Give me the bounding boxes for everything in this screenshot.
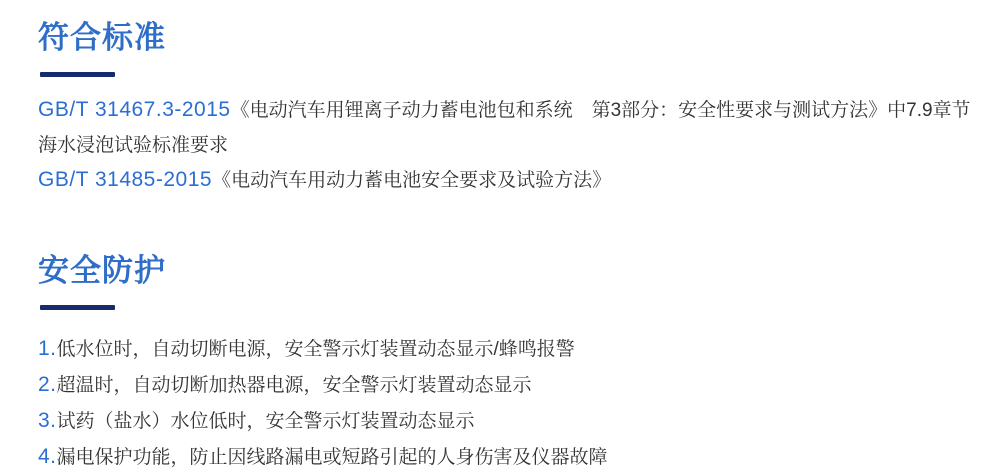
section-safety (38, 253, 955, 475)
item-number: 4. (38, 445, 57, 468)
safety-list-item (38, 439, 955, 475)
item-number: 3. (38, 409, 57, 432)
safety-heading-underline (40, 305, 115, 310)
standards-heading-underline (40, 72, 115, 77)
section-standards (38, 20, 971, 198)
standard-text: 海水浸泡试验标准要求 (38, 135, 229, 156)
item-number: 2. (38, 373, 57, 396)
safety-list-item (38, 403, 955, 439)
standard-code: GB/T 31467.3-2015 (38, 98, 231, 121)
standard-line (38, 93, 971, 128)
standard-code: GB/T 31485-2015 (38, 168, 213, 191)
standard-text: 《电动汽车用锂离子动力蓄电池包和系统 第3部分：安全性要求与测试方法》中7.9章节 (230, 100, 971, 121)
item-text: 漏电保护功能，防止因线路漏电或短路引起的人身伤害及仪器故障 (56, 447, 608, 468)
safety-list-item (38, 367, 955, 403)
standard-text: 《电动汽车用动力蓄电池安全要求及试验方法》 (212, 170, 612, 191)
standard-line (38, 128, 955, 163)
safety-list (38, 331, 955, 475)
page (0, 20, 1000, 475)
standard-line (38, 163, 955, 198)
item-text: 试药（盐水）水位低时，安全警示灯装置动态显示 (56, 411, 475, 432)
item-number: 1. (38, 337, 57, 360)
safety-list-item (38, 331, 955, 367)
item-text: 低水位时，自动切断电源，安全警示灯装置动态显示/蜂鸣报警 (56, 339, 575, 360)
safety-heading: 安全防护 (38, 253, 166, 288)
standards-heading: 符合标准 (38, 20, 166, 55)
standards-text-block (38, 93, 971, 198)
item-text: 超温时，自动切断加热器电源，安全警示灯装置动态显示 (56, 375, 532, 396)
